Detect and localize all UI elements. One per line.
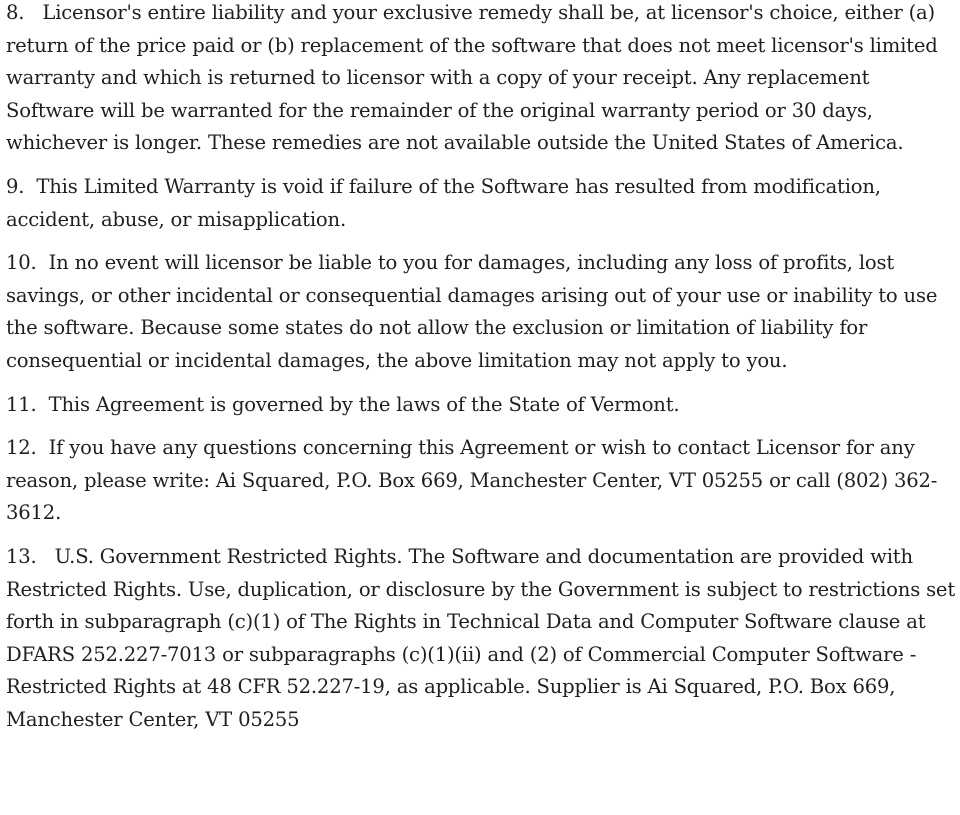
paragraph-text: This Agreement is governed by the laws of the State of Vermont. [48,392,680,416]
paragraph-number: 11. [6,392,37,416]
paragraph-10 [6,247,956,377]
paragraph-13 [6,541,956,737]
license-agreement-text [6,0,956,747]
paragraph-11 [6,389,956,422]
paragraph-8 [6,0,956,160]
paragraph-12 [6,432,956,530]
paragraph-number: 13. [6,544,37,568]
paragraph-text: If you have any questions concerning this Agreement or wish to contact Licensor for any reason, please write: Ai Squared, P.O. Box 669, Manchester Center, VT 05255 or call (802) 362-3612. [6,436,938,525]
paragraph-number: 12. [6,436,37,460]
paragraph-text: U.S. Government Restricted Rights. The Software and documentation are provided with Restricted Rights. Use, duplication, or disclosure by the Government is subject to restrictions set forth in subparagraph (c)(1) of The Rights in Technical Data and Computer Software clause at DFARS 252.227-7013 or subparagraphs (c)(1)(ii) and (2) of Commercial Computer Software - Restricted Rights at 48 CFR 52.227-19, as applicable. Supplier is Ai Squared, P.O. Box 669, Manchester Center, VT 05255 [6,544,956,731]
paragraph-9 [6,171,956,236]
paragraph-text: Licensor's entire liability and your exclusive remedy shall be, at licensor's choice, either (a) return of the price paid or (b) replacement of the software that does not meet licensor's limited warranty and which is returned to licensor with a copy of your receipt. Any replacement Software will be warranted for the remainder of the original warranty period or 30 days, whichever is longer. These remedies are not available outside the United States of America. [6,1,938,155]
paragraph-number: 8. [6,1,25,24]
paragraph-text: This Limited Warranty is void if failure of the Software has resulted from modification, accident, abuse, or misapplication. [6,174,881,231]
paragraph-number: 9. [6,174,25,198]
paragraph-text: In no event will licensor be liable to you for damages, including any loss of profits, lost savings, or other incidental or consequential damages arising out of your use or inability to use the software. Because some states do not allow the exclusion or limitation of liability for consequential or incidental damages, the above limitation may not apply to you. [6,251,938,372]
paragraph-number: 10. [6,251,37,275]
